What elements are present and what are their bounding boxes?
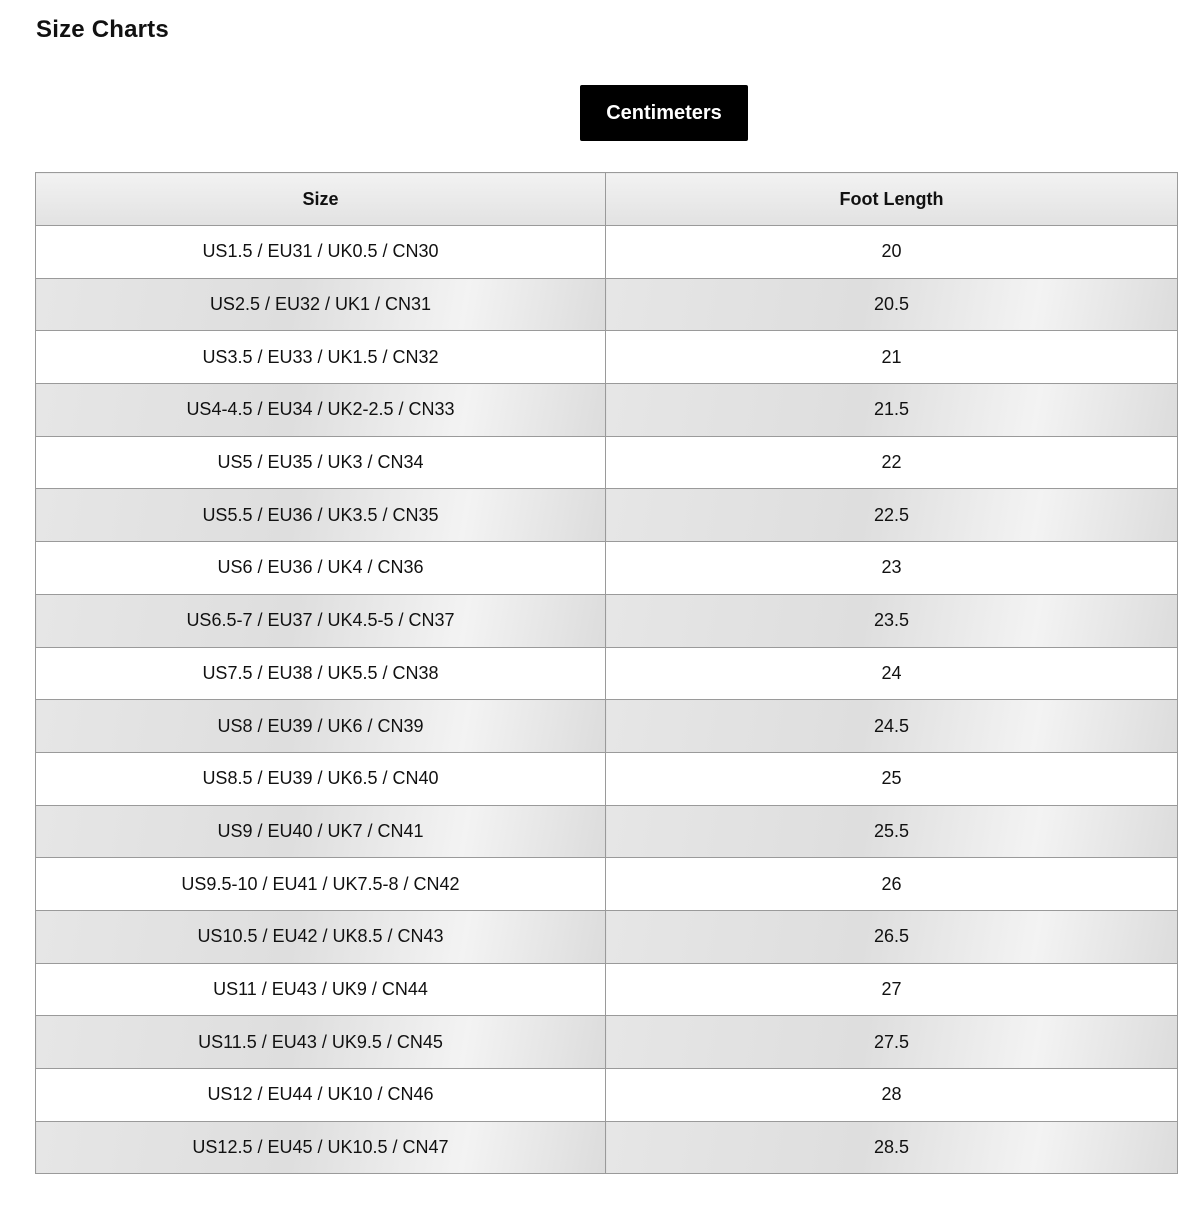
foot-length-cell: 26	[606, 858, 1178, 911]
table-row	[36, 1121, 1178, 1174]
size-cell: US9.5-10 / EU41 / UK7.5-8 / CN42	[36, 858, 606, 911]
foot-length-cell: 21.5	[606, 384, 1178, 437]
size-cell: US7.5 / EU38 / UK5.5 / CN38	[36, 647, 606, 700]
centimeters-button[interactable]: Centimeters	[580, 85, 748, 141]
foot-length-cell: 23	[606, 542, 1178, 595]
table-row	[36, 226, 1178, 279]
page-title: Size Charts	[36, 16, 169, 43]
table-row	[36, 489, 1178, 542]
size-cell: US1.5 / EU31 / UK0.5 / CN30	[36, 226, 606, 279]
foot-length-cell: 24.5	[606, 700, 1178, 753]
size-cell: US12 / EU44 / UK10 / CN46	[36, 1069, 606, 1122]
foot-length-cell: 21	[606, 331, 1178, 384]
table-row	[36, 384, 1178, 437]
table-row	[36, 805, 1178, 858]
foot-length-cell: 28	[606, 1069, 1178, 1122]
foot-length-cell: 26.5	[606, 910, 1178, 963]
size-column-header: Size	[36, 173, 606, 226]
table-row	[36, 752, 1178, 805]
foot-length-cell: 20.5	[606, 278, 1178, 331]
foot-length-cell: 28.5	[606, 1121, 1178, 1174]
size-cell: US8 / EU39 / UK6 / CN39	[36, 700, 606, 753]
size-cell: US8.5 / EU39 / UK6.5 / CN40	[36, 752, 606, 805]
table-row	[36, 963, 1178, 1016]
size-cell: US12.5 / EU45 / UK10.5 / CN47	[36, 1121, 606, 1174]
foot-length-cell: 22	[606, 436, 1178, 489]
size-cell: US6 / EU36 / UK4 / CN36	[36, 542, 606, 595]
table-row	[36, 1069, 1178, 1122]
table-row	[36, 647, 1178, 700]
size-cell: US5 / EU35 / UK3 / CN34	[36, 436, 606, 489]
table-row	[36, 858, 1178, 911]
table-row	[36, 1016, 1178, 1069]
size-cell: US11.5 / EU43 / UK9.5 / CN45	[36, 1016, 606, 1069]
size-cell: US6.5-7 / EU37 / UK4.5-5 / CN37	[36, 594, 606, 647]
table-row	[36, 331, 1178, 384]
table-row	[36, 436, 1178, 489]
foot-length-cell: 25.5	[606, 805, 1178, 858]
foot-length-cell: 27	[606, 963, 1178, 1016]
table-row	[36, 700, 1178, 753]
size-chart-table	[35, 172, 1178, 1174]
foot-length-cell: 20	[606, 226, 1178, 279]
size-cell: US3.5 / EU33 / UK1.5 / CN32	[36, 331, 606, 384]
size-cell: US9 / EU40 / UK7 / CN41	[36, 805, 606, 858]
size-cell: US2.5 / EU32 / UK1 / CN31	[36, 278, 606, 331]
size-cell: US10.5 / EU42 / UK8.5 / CN43	[36, 910, 606, 963]
foot-length-cell: 23.5	[606, 594, 1178, 647]
table-row	[36, 278, 1178, 331]
foot-length-column-header: Foot Length	[606, 173, 1178, 226]
foot-length-cell: 25	[606, 752, 1178, 805]
foot-length-cell: 27.5	[606, 1016, 1178, 1069]
foot-length-cell: 22.5	[606, 489, 1178, 542]
table-row	[36, 594, 1178, 647]
size-cell: US5.5 / EU36 / UK3.5 / CN35	[36, 489, 606, 542]
table-row	[36, 542, 1178, 595]
size-cell: US4-4.5 / EU34 / UK2-2.5 / CN33	[36, 384, 606, 437]
size-cell: US11 / EU43 / UK9 / CN44	[36, 963, 606, 1016]
table-header-row	[36, 173, 1178, 226]
table-row	[36, 910, 1178, 963]
foot-length-cell: 24	[606, 647, 1178, 700]
